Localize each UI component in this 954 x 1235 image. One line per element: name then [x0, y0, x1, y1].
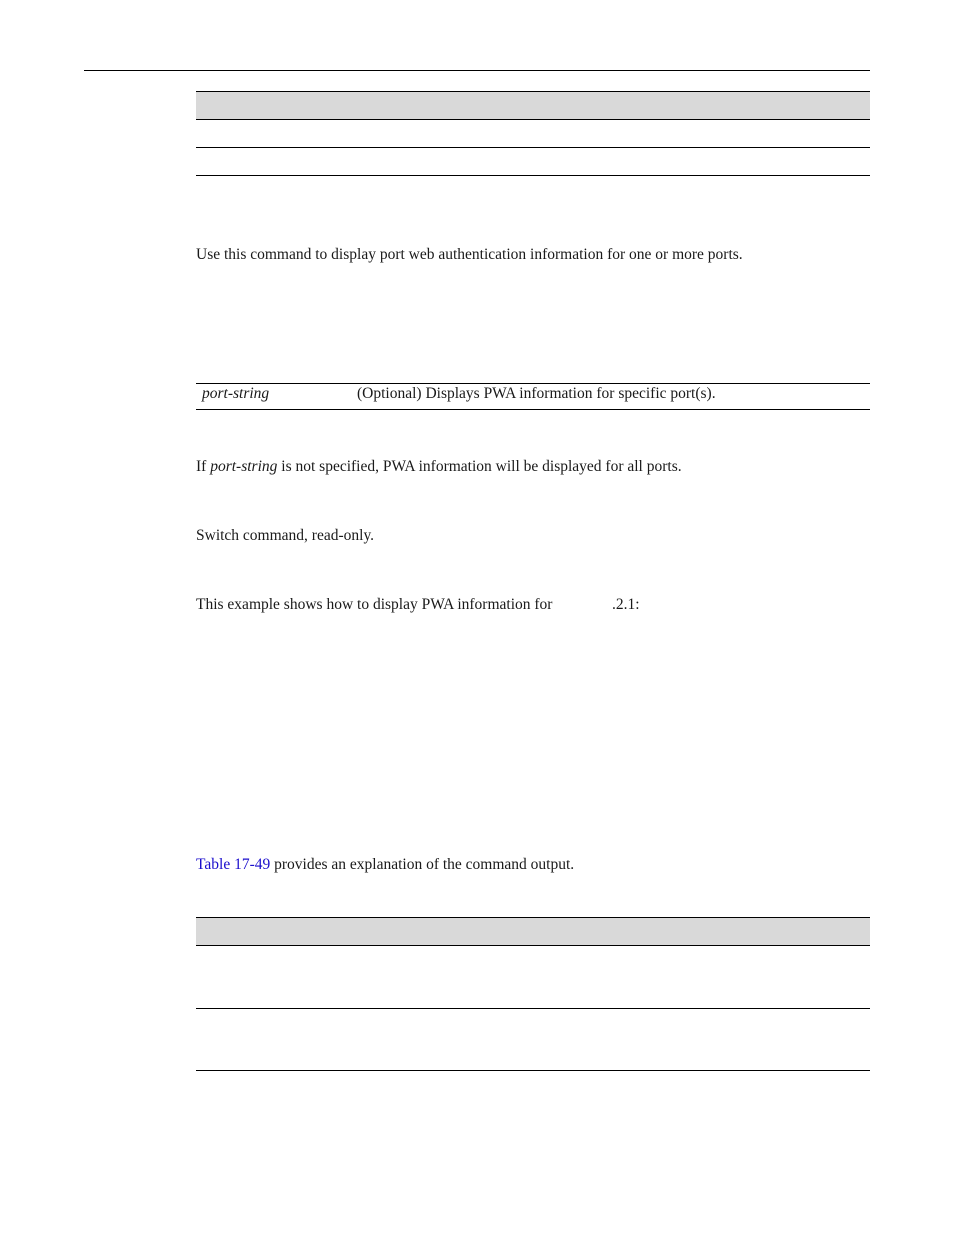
defaults-suffix: is not specified, PWA information will be displayed for all ports. [277, 458, 682, 475]
output-table-bottom-rule [196, 1070, 870, 1071]
mode-text: Switch command, read-only. [196, 527, 375, 544]
example-text-after: .2.1: [612, 596, 640, 613]
table-reference-link[interactable]: Table 17-49 [196, 856, 271, 873]
output-table-row-rule [196, 1008, 870, 1009]
defaults-text [196, 457, 682, 477]
output-table-header [196, 917, 870, 945]
defaults-prefix: If [196, 458, 211, 475]
top-table-row-rule [196, 147, 870, 148]
top-table-bottom-rule [196, 175, 870, 176]
table-reference-suffix: provides an explanation of the command output. [270, 856, 575, 873]
parameter-name: port-string [202, 385, 270, 402]
page-header-rule [84, 70, 870, 71]
description-text: Use this command to display port web authentication information for one or more ports. [196, 246, 743, 263]
top-table-header-bottom-rule [196, 119, 870, 120]
top-table-header [196, 91, 870, 119]
output-table-header-top-rule [196, 917, 870, 918]
defaults-param: port-string [210, 458, 278, 475]
output-table-header-bottom-rule [196, 945, 870, 946]
parameter-description: (Optional) Displays PWA information for specific port(s). [357, 385, 716, 402]
top-table-header-top-rule [196, 91, 870, 92]
example-text-before: This example shows how to display PWA information for [196, 596, 553, 613]
parameters-table-bottom-rule [196, 409, 870, 410]
table-reference-text [196, 855, 574, 875]
